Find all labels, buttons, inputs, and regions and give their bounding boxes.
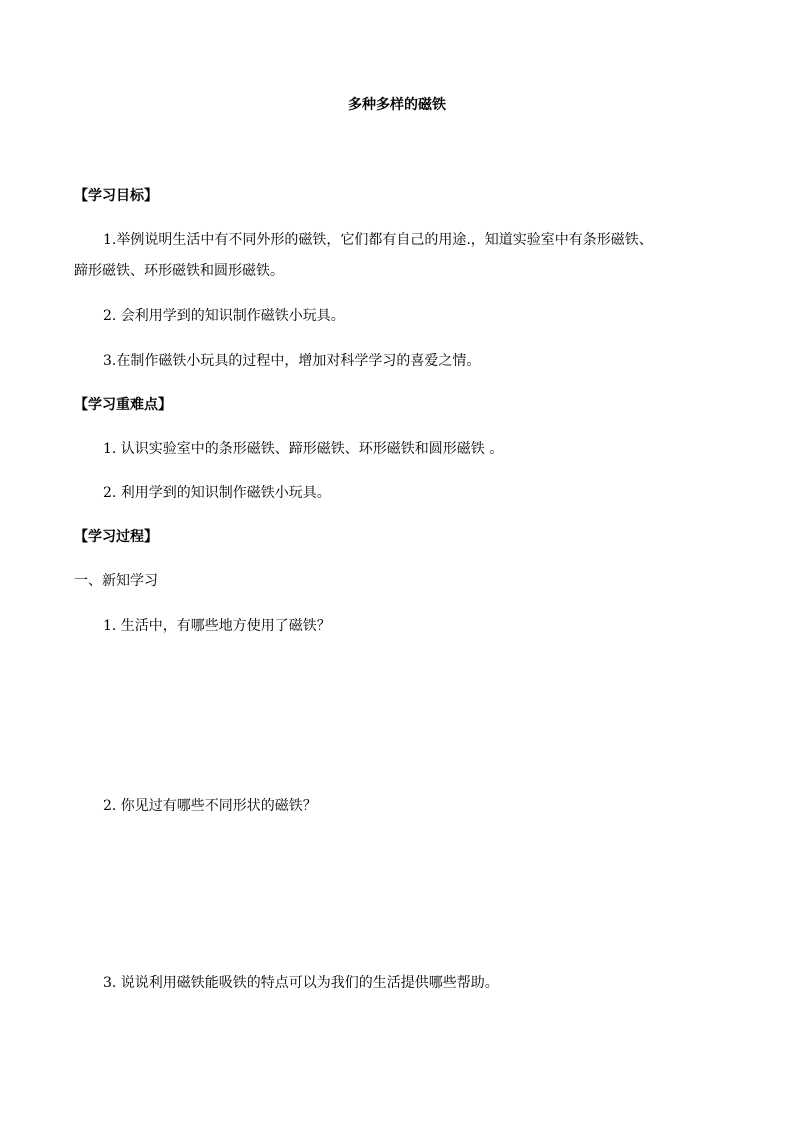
process-subheading: 一、新知学习: [74, 573, 158, 589]
key-point-item-1: 1. 认识实验室中的条形磁铁、蹄形磁铁、环形磁铁和圆形磁铁 。: [103, 441, 504, 457]
goal-item-2: 2. 会利用学到的知识制作磁铁小玩具。: [103, 308, 345, 324]
document-title: 多种多样的磁铁: [348, 97, 446, 113]
goal-item-1-continued: 蹄形磁铁、环形磁铁和圆形磁铁。: [74, 263, 284, 279]
process-heading: 【学习过程】: [74, 529, 158, 545]
question-3: 3. 说说利用磁铁能吸铁的特点可以为我们的生活提供哪些帮助。: [103, 975, 499, 991]
goal-item-1: 1.举例说明生活中有不同外形的磁铁，它们都有自己的用途.，知道实验室中有条形磁铁、: [103, 232, 653, 248]
goal-item-3: 3.在制作磁铁小玩具的过程中，增加对科学学习的喜爱之情。: [103, 353, 481, 369]
goals-heading: 【学习目标】: [74, 188, 158, 204]
question-1: 1. 生活中，有哪些地方使用了磁铁？: [103, 618, 331, 634]
key-points-heading: 【学习重难点】: [74, 397, 172, 413]
question-2: 2. 你见过有哪些不同形状的磁铁？: [103, 798, 317, 814]
key-point-item-2: 2. 利用学到的知识制作磁铁小玩具。: [103, 485, 331, 501]
